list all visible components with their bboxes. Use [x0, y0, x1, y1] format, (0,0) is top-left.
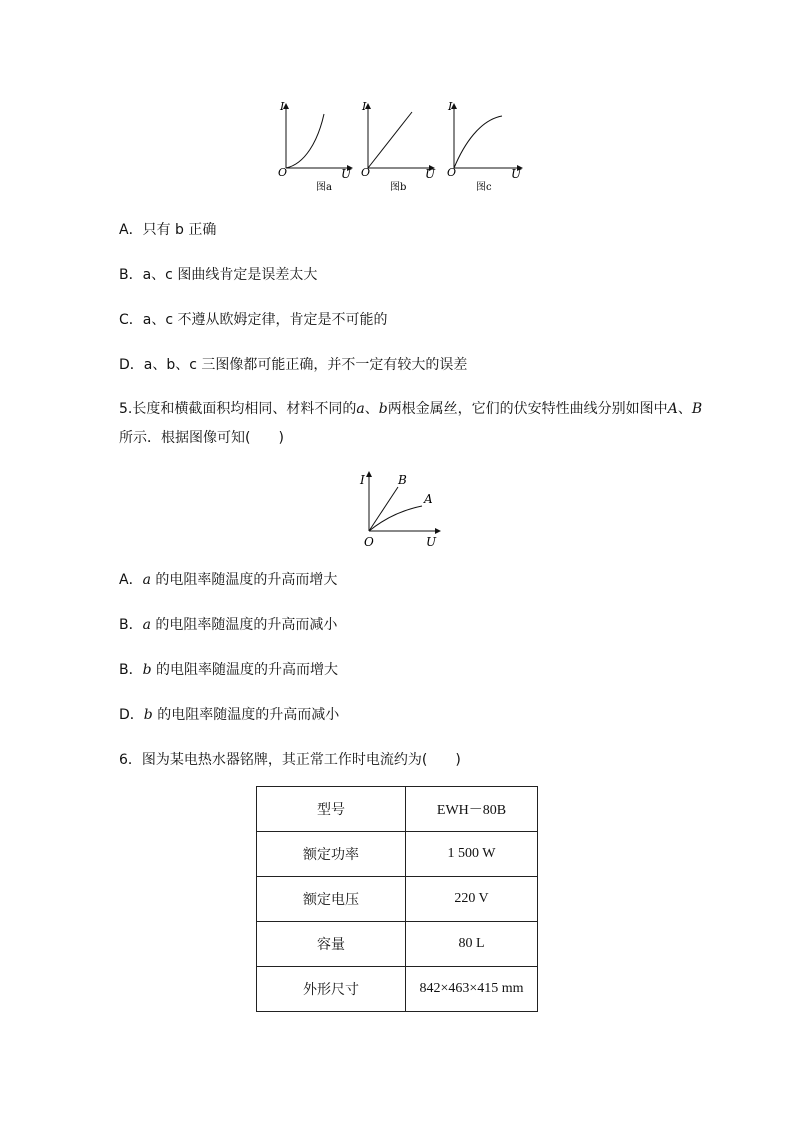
q5-option-a: A．a 的电阻率随温度的升高而增大: [119, 572, 338, 588]
spec-key: 外形尺寸: [257, 967, 406, 1012]
axis-label-u: U: [426, 535, 437, 549]
spec-key: 型号: [257, 787, 406, 832]
table-row: [257, 832, 538, 877]
spec-value: 842×463×415 mm: [406, 967, 538, 1012]
figure-iu-graphs: [270, 96, 530, 196]
caption-b: 图b: [390, 182, 407, 193]
axis-label-i: I: [448, 100, 453, 113]
q4-option-d: D．a、b、c 三图像都可能正确，并不一定有较大的误差: [119, 357, 468, 373]
table-row: [257, 922, 538, 967]
curve-a: [286, 114, 324, 168]
q5-question-line1: 5.长度和横截面积均相同、材料不同的a、b两根金属丝，它们的伏安特性曲线分别如图中A、B: [119, 401, 703, 417]
q4-option-c: C．a、c 不遵从欧姆定律，肯定是不可能的: [119, 312, 388, 328]
spec-value: EWH－80B: [406, 787, 538, 832]
axis-label-u: U: [341, 167, 352, 181]
axis-label-u: U: [511, 167, 522, 181]
spec-key: 容量: [257, 922, 406, 967]
graph-c: [447, 100, 522, 193]
curve-c: [454, 116, 502, 168]
table-row: [257, 967, 538, 1012]
spec-key: 额定电压: [257, 877, 406, 922]
q5-option-c: B．b 的电阻率随温度的升高而增大: [119, 662, 339, 678]
q5-question-line2: 所示．根据图像可知( ): [119, 430, 284, 446]
table-row: [257, 787, 538, 832]
q4-option-a: A．只有 b 正确: [119, 222, 217, 238]
q6-question: 6．图为某电热水器铭牌，其正常工作时电流约为( ): [119, 752, 461, 768]
axis-label-u: U: [425, 167, 436, 181]
spec-value: 220 V: [406, 877, 538, 922]
line-b: [368, 112, 412, 168]
q5-option-d: D．b 的电阻率随温度的升高而减小: [119, 707, 340, 723]
label-a: A: [424, 492, 433, 506]
origin-label: O: [447, 166, 457, 179]
line-b: [369, 487, 398, 531]
axis-label-i: I: [362, 100, 367, 113]
q4-option-b: B．a、c 图曲线肯定是误差太大: [119, 267, 318, 283]
caption-c: 图c: [476, 182, 492, 193]
axis-label-i: I: [280, 100, 285, 113]
origin-label: O: [364, 535, 374, 549]
spec-value: 80 L: [406, 922, 538, 967]
origin-label: O: [361, 166, 371, 179]
axis-label-i: I: [360, 473, 365, 487]
q5-option-b: B．a 的电阻率随温度的升高而减小: [119, 617, 338, 633]
spec-key: 额定功率: [257, 832, 406, 877]
spec-value: 1 500 W: [406, 832, 538, 877]
label-b: B: [398, 473, 407, 487]
graph-a: [278, 100, 352, 193]
origin-label: O: [278, 166, 288, 179]
table-row: [257, 877, 538, 922]
nameplate-table: [256, 786, 538, 1012]
graph-b: [361, 100, 436, 193]
caption-a: 图a: [316, 182, 332, 193]
figure-ab-lines: [350, 468, 450, 552]
